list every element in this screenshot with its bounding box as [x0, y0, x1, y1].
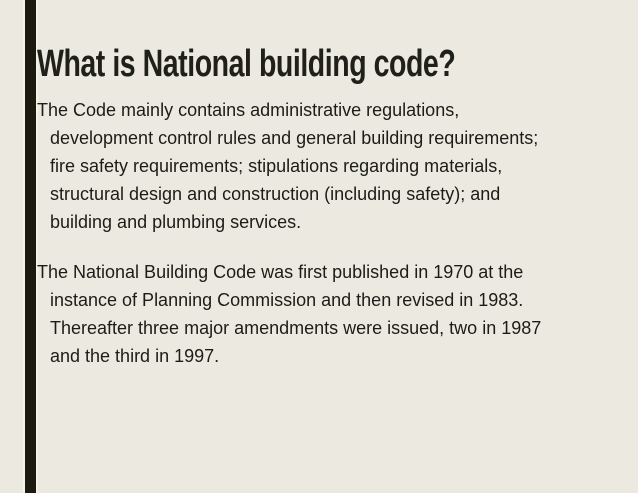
paragraph-line: The National Building Code was first published in 1970 at the [37, 262, 524, 282]
slide-body [37, 96, 612, 392]
paragraph-line: structural design and construction (including safety); and [50, 184, 501, 204]
paragraph-line: The Code mainly contains administrative regulations, [37, 100, 460, 120]
paragraph-line: building and plumbing services. [50, 212, 302, 232]
paragraph-line: and the third in 1997. [50, 346, 220, 366]
left-accent-bar [25, 0, 36, 493]
paragraph-code-history [37, 258, 612, 370]
paragraph-line: fire safety requirements; stipulations regarding materials, [50, 156, 503, 176]
paragraph-line: instance of Planning Commission and then revised in 1983. [50, 290, 524, 310]
paragraph-code-contents [37, 96, 612, 236]
paragraph-line: Thereafter three major amendments were issued, two in 1987 [50, 318, 542, 338]
paragraph-line: development control rules and general building requirements; [50, 128, 539, 148]
slide-title: What is National building code? [37, 43, 456, 85]
